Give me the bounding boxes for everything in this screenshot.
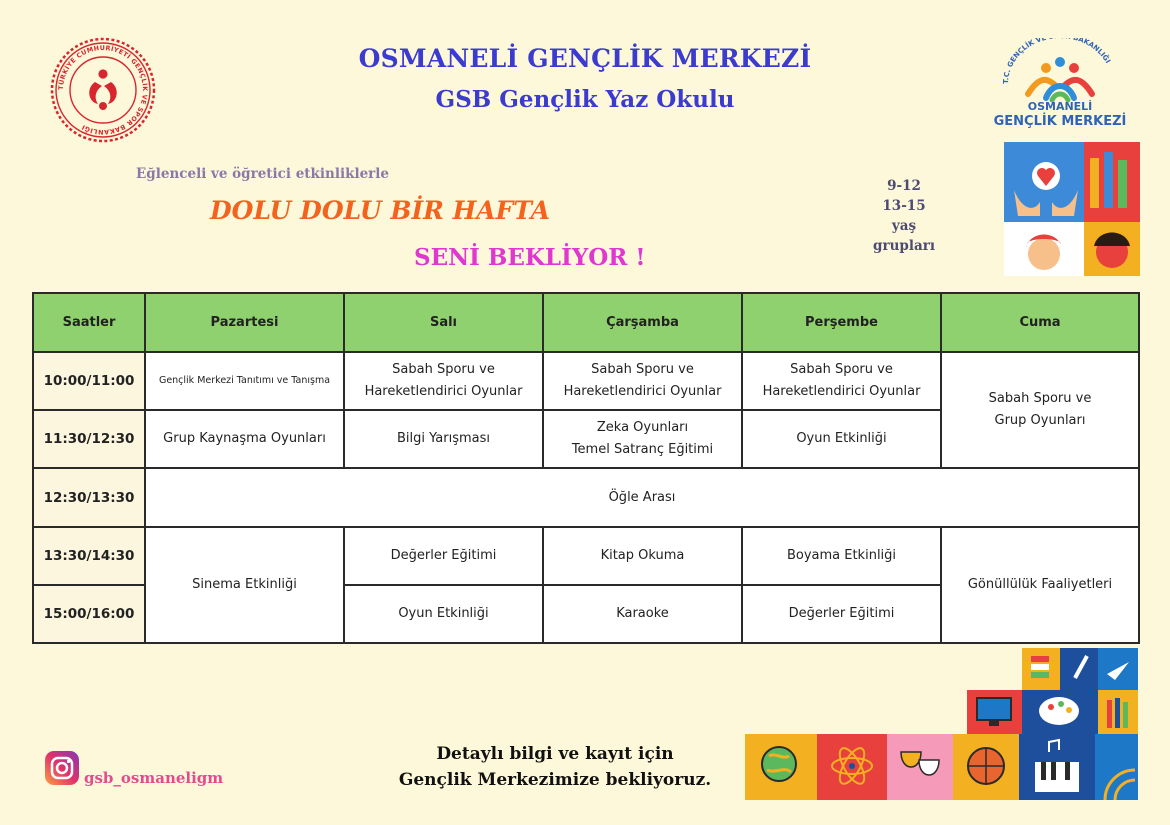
books-icon [1031,656,1049,662]
activity-cell [344,352,543,410]
activity-cell: Kitap Okuma [543,527,742,585]
activity-cell [941,352,1139,468]
activity-cell: Karaoke [543,585,742,643]
activity-cell: Değerler Eğitimi [344,527,543,585]
footer-line-2: Gençlik Merkezimize bekliyoruz. [398,770,712,790]
time-slot: 10:00/11:00 [33,352,145,410]
table-row [33,468,1139,526]
column-header: Saatler [33,293,145,352]
activity-cell: Sinema Etkinliği [145,527,344,643]
instagram-handle[interactable]: gsb_osmaneligm [84,769,224,787]
time-slot: 12:30/13:30 [33,468,145,526]
palette-icon [1039,697,1079,725]
activity-line: Hareketlendirici Oyunlar [563,384,722,400]
activity-line: Sabah Sporu ve [392,362,495,378]
brand-org-line1: OSMANELİ [1027,100,1093,113]
activity-cell: Gönüllülük Faaliyetleri [941,527,1139,643]
youth-center-logo [990,38,1130,138]
time-slot: 11:30/12:30 [33,410,145,468]
promo-line-1: Eğlenceli ve öğretici etkinliklerle [136,166,389,182]
column-header: Pazartesi [145,293,344,352]
activities-illustration-bottom [745,648,1138,800]
activity-cell: Değerler Eğitimi [742,585,941,643]
activity-line: Hareketlendirici Oyunlar [364,384,523,400]
age-groups [858,176,950,256]
age-label-1: yaş [891,218,917,234]
table-row [33,527,1139,585]
column-header: Salı [344,293,543,352]
globe-icon [762,747,796,781]
activity-cell: Bilgi Yarışması [344,410,543,468]
table-row [33,352,1139,410]
column-header: Çarşamba [543,293,742,352]
activities-illustration-top [1004,142,1140,276]
age-group-1: 9-12 [887,178,921,194]
lunch-break-cell: Öğle Arası [145,468,1139,526]
child-face-icon [1028,238,1060,270]
activity-line: Temel Satranç Eğitimi [571,442,714,458]
column-header: Cuma [941,293,1139,352]
age-group-2: 13-15 [882,198,926,214]
promo-line-3: SENİ BEKLİYOR ! [414,244,646,271]
activity-cell: Oyun Etkinliği [344,585,543,643]
activity-cell: Grup Kaynaşma Oyunları [145,410,344,468]
brand-arc-text: T.C. GENÇLİK VE BAKANLIĞI [1001,38,1112,85]
page-title: OSMANELİ GENÇLİK MERKEZİ [358,44,812,73]
activity-cell: Boyama Etkinliği [742,527,941,585]
computer-icon [977,698,1011,720]
activity-line: Sabah Sporu ve [988,391,1092,407]
time-slot: 15:00/16:00 [33,585,145,643]
instagram-icon[interactable] [44,750,80,786]
activity-cell [543,410,742,468]
activity-cell [742,352,941,410]
activity-line: Zeka Oyunları [596,420,689,436]
age-label-2: grupları [873,238,935,254]
time-slot: 13:30/14:30 [33,527,145,585]
weekly-schedule-table [32,292,1140,644]
activity-line: Grup Oyunları [994,413,1086,429]
seal-ring-text: TÜRKİYE CUMHURİYETİ GENÇLİK VE SPOR BAKANLIĞI [56,43,150,137]
ministry-seal-logo [48,36,158,144]
footer-line-1: Detaylı bilgi ve kayıt için [436,744,674,764]
activity-cell: Gençlik Merkezi Tanıtımı ve Tanışma [145,352,344,410]
page-subtitle: GSB Gençlik Yaz Okulu [435,86,735,113]
activity-line: Sabah Sporu ve [790,362,893,378]
brushes-icon [1107,700,1112,728]
column-header: Perşembe [742,293,941,352]
activity-line: Hareketlendirici Oyunlar [762,384,921,400]
brand-org-line2: GENÇLİK MERKEZİ [993,114,1127,129]
promo-line-2: DOLU DOLU BİR HAFTA [210,196,551,225]
activity-cell: Oyun Etkinliği [742,410,941,468]
activity-line: Sabah Sporu ve [591,362,694,378]
activity-cell [543,352,742,410]
table-header-row [33,293,1139,352]
